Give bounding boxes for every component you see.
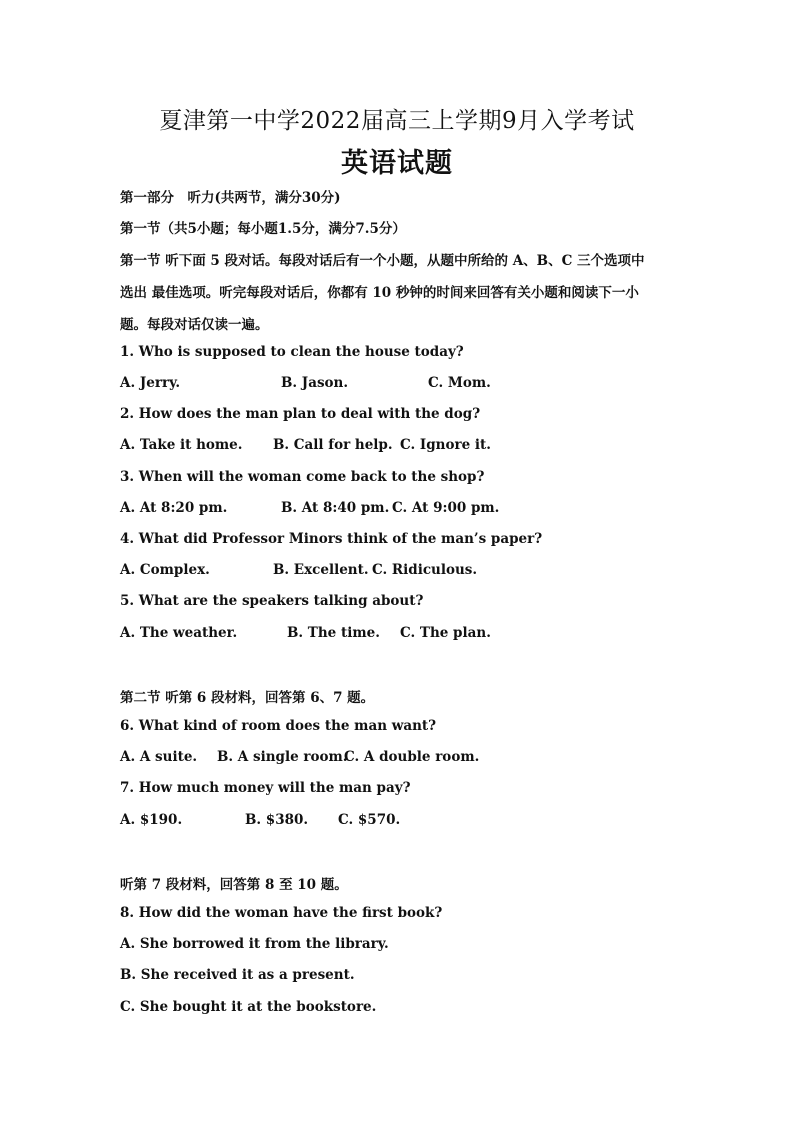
- exam-title: 夏津第一中学2022届高三上学期9月入学考试: [159, 108, 635, 134]
- q2-option-c: C. Ignore it.: [400, 437, 491, 453]
- q6-option-b: B. A single room.: [217, 749, 348, 765]
- question-2: 2. How does the man plan to deal with the dog?: [120, 406, 481, 422]
- q4-option-b: B. Excellent.: [273, 562, 369, 578]
- q5-option-b: B. The time.: [287, 625, 380, 641]
- q1-option-b: B. Jason.: [281, 375, 349, 391]
- question-1: 1. Who is supposed to clean the house today?: [120, 344, 464, 360]
- question-5: 5. What are the speakers talking about?: [120, 593, 424, 609]
- q8-option-c: C. She bought it at the bookstore.: [120, 999, 377, 1015]
- part1-heading: 第一部分 听力(共两节，满分30分): [120, 190, 341, 206]
- q7-option-b: B. $380.: [245, 812, 309, 828]
- q6-option-a: A. A suite.: [120, 749, 198, 765]
- exam-subtitle: 英语试题: [341, 148, 453, 179]
- section2-heading: 第二节 听第 6 段材料，回答第 6、7 题。: [120, 690, 375, 706]
- q8-option-b: B. She received it as a present.: [120, 967, 355, 983]
- q5-option-a: A. The weather.: [120, 625, 238, 641]
- q8-option-a: A. She borrowed it from the library.: [120, 936, 389, 952]
- q3-option-a: A. At 8:20 pm.: [120, 500, 228, 516]
- q1-option-c: C. Mom.: [428, 375, 491, 391]
- q7-option-c: C. $570.: [338, 812, 401, 828]
- instructions-line-2: 选出 最佳选项。听完每段对话后，你都有 10 秒钟的时间来回答有关小题和阅读下一小: [120, 285, 639, 301]
- q2-option-b: B. Call for help.: [273, 437, 393, 453]
- question-3: 3. When will the woman come back to the shop?: [120, 469, 485, 485]
- q7-option-a: A. $190.: [120, 812, 183, 828]
- q1-option-a: A. Jerry.: [120, 375, 181, 391]
- q4-option-a: A. Complex.: [120, 562, 210, 578]
- instructions-line-1: 第一节 听下面 5 段对话。每段对话后有一个小题，从题中所给的 A、B、C 三个选项中: [120, 253, 645, 269]
- section1-heading: 第一节（共5小题；每小题1.5分，满分7.5分）: [120, 221, 406, 237]
- question-6: 6. What kind of room does the man want?: [120, 718, 437, 734]
- q3-option-b: B. At 8:40 pm.: [281, 500, 390, 516]
- q4-option-c: C. Ridiculous.: [372, 562, 478, 578]
- instructions-line-3: 题。每段对话仅读一遍。: [120, 317, 269, 333]
- question-8: 8. How did the woman have the first book?: [120, 905, 443, 921]
- q3-option-c: C. At 9:00 pm.: [392, 500, 500, 516]
- q5-option-c: C. The plan.: [400, 625, 491, 641]
- q2-option-a: A. Take it home.: [120, 437, 243, 453]
- section3-heading: 听第 7 段材料，回答第 8 至 10 题。: [120, 877, 348, 893]
- question-7: 7. How much money will the man pay?: [120, 780, 411, 796]
- q6-option-c: C. A double room.: [344, 749, 480, 765]
- question-4: 4. What did Professor Minors think of the man’s paper?: [120, 531, 543, 547]
